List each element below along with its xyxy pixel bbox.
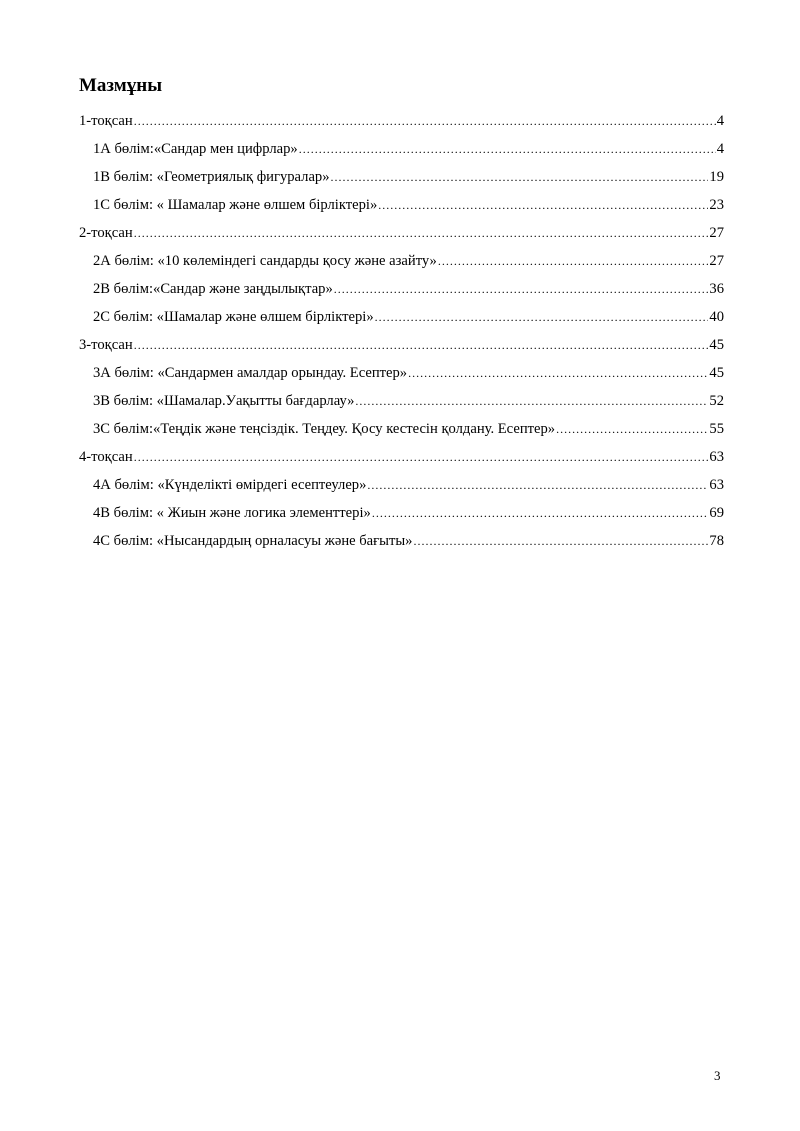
toc-entry-label: 4А бөлім: «Күнделікті өмірдегі есептеулер» xyxy=(93,477,367,493)
toc-dot-leader xyxy=(134,219,709,247)
toc-entry-label: 2С бөлім: «Шамалар және өлшем бірліктері» xyxy=(93,309,374,325)
toc-dot-leader xyxy=(299,135,716,163)
toc-entry-section[interactable] xyxy=(79,163,724,191)
toc-entry-page-number: 4 xyxy=(716,113,724,129)
toc-entry-section[interactable] xyxy=(79,499,724,527)
toc-entry-label: 3В бөлім: «Шамалар.Уақытты бағдарлау» xyxy=(93,393,355,409)
toc-entry-label: 1С бөлім: « Шамалар және өлшем бірліктері» xyxy=(93,197,378,213)
toc-entry-page-number: 40 xyxy=(709,309,724,325)
toc-dot-leader xyxy=(438,247,709,275)
toc-entry-section[interactable] xyxy=(79,527,724,555)
toc-entry-label: 3-тоқсан xyxy=(79,337,133,353)
toc-entry-section[interactable] xyxy=(79,471,724,499)
toc-entry-page-number: 69 xyxy=(709,505,724,521)
toc-entry-page-number: 27 xyxy=(709,225,724,241)
toc-entry-label: 3С бөлім:«Теңдік және теңсіздік. Теңдеу. Қосу кестесін қолдану. Есептер» xyxy=(93,421,556,437)
toc-entry-section[interactable] xyxy=(79,135,724,163)
toc-entry-page-number: 45 xyxy=(709,365,724,381)
toc-dot-leader xyxy=(372,499,709,527)
toc-entry-page-number: 78 xyxy=(709,533,724,549)
toc-entry-page-number: 27 xyxy=(709,253,724,269)
toc-title: Мазмұны xyxy=(79,75,163,96)
toc-entry-page-number: 63 xyxy=(709,449,724,465)
toc-entry-page-number: 52 xyxy=(709,393,724,409)
toc-entry-label: 1В бөлім: «Геометриялық фигуралар» xyxy=(93,169,330,185)
toc-entry-page-number: 19 xyxy=(709,169,724,185)
toc-entry-quarter[interactable] xyxy=(79,331,724,359)
toc-dot-leader xyxy=(134,443,709,471)
toc-dot-leader xyxy=(334,275,709,303)
toc-entry-label: 2А бөлім: «10 көлеміндегі сандарды қосу және азайту» xyxy=(93,253,437,269)
toc-entry-page-number: 63 xyxy=(709,477,724,493)
toc-entry-section[interactable] xyxy=(79,247,724,275)
toc-entry-section[interactable] xyxy=(79,415,724,443)
toc-dot-leader xyxy=(556,415,708,443)
toc-entry-label: 1А бөлім:«Сандар мен цифрлар» xyxy=(93,141,298,157)
toc-dot-leader xyxy=(375,303,709,331)
toc-entry-label: 4-тоқсан xyxy=(79,449,133,465)
toc-dot-leader xyxy=(331,163,709,191)
toc-dot-leader xyxy=(378,191,708,219)
toc-entry-section[interactable] xyxy=(79,303,724,331)
table-of-contents xyxy=(79,107,724,555)
toc-entry-page-number: 4 xyxy=(716,141,724,157)
toc-entry-section[interactable] xyxy=(79,275,724,303)
toc-entry-section[interactable] xyxy=(79,359,724,387)
toc-entry-label: 2В бөлім:«Сандар және заңдылықтар» xyxy=(93,281,333,297)
toc-entry-page-number: 55 xyxy=(709,421,724,437)
toc-entry-label: 4В бөлім: « Жиын және логика элементтері» xyxy=(93,505,371,521)
toc-dot-leader xyxy=(367,471,708,499)
toc-dot-leader xyxy=(413,527,708,555)
toc-entry-quarter[interactable] xyxy=(79,443,724,471)
toc-entry-section[interactable] xyxy=(79,387,724,415)
toc-entry-page-number: 36 xyxy=(709,281,724,297)
toc-entry-label: 4С бөлім: «Нысандардың орналасуы және бағыты» xyxy=(93,533,413,549)
toc-entry-page-number: 23 xyxy=(709,197,724,213)
toc-entry-quarter[interactable] xyxy=(79,107,724,135)
toc-dot-leader xyxy=(134,107,716,135)
toc-dot-leader xyxy=(355,387,708,415)
toc-entry-quarter[interactable] xyxy=(79,219,724,247)
toc-entry-label: 3А бөлім: «Сандармен амалдар орындау. Есептер» xyxy=(93,365,408,381)
toc-entry-label: 2-тоқсан xyxy=(79,225,133,241)
toc-entry-page-number: 45 xyxy=(709,337,724,353)
toc-dot-leader xyxy=(408,359,708,387)
toc-entry-section[interactable] xyxy=(79,191,724,219)
toc-dot-leader xyxy=(134,331,709,359)
page-number: 3 xyxy=(714,1068,721,1083)
toc-entry-label: 1-тоқсан xyxy=(79,113,133,129)
